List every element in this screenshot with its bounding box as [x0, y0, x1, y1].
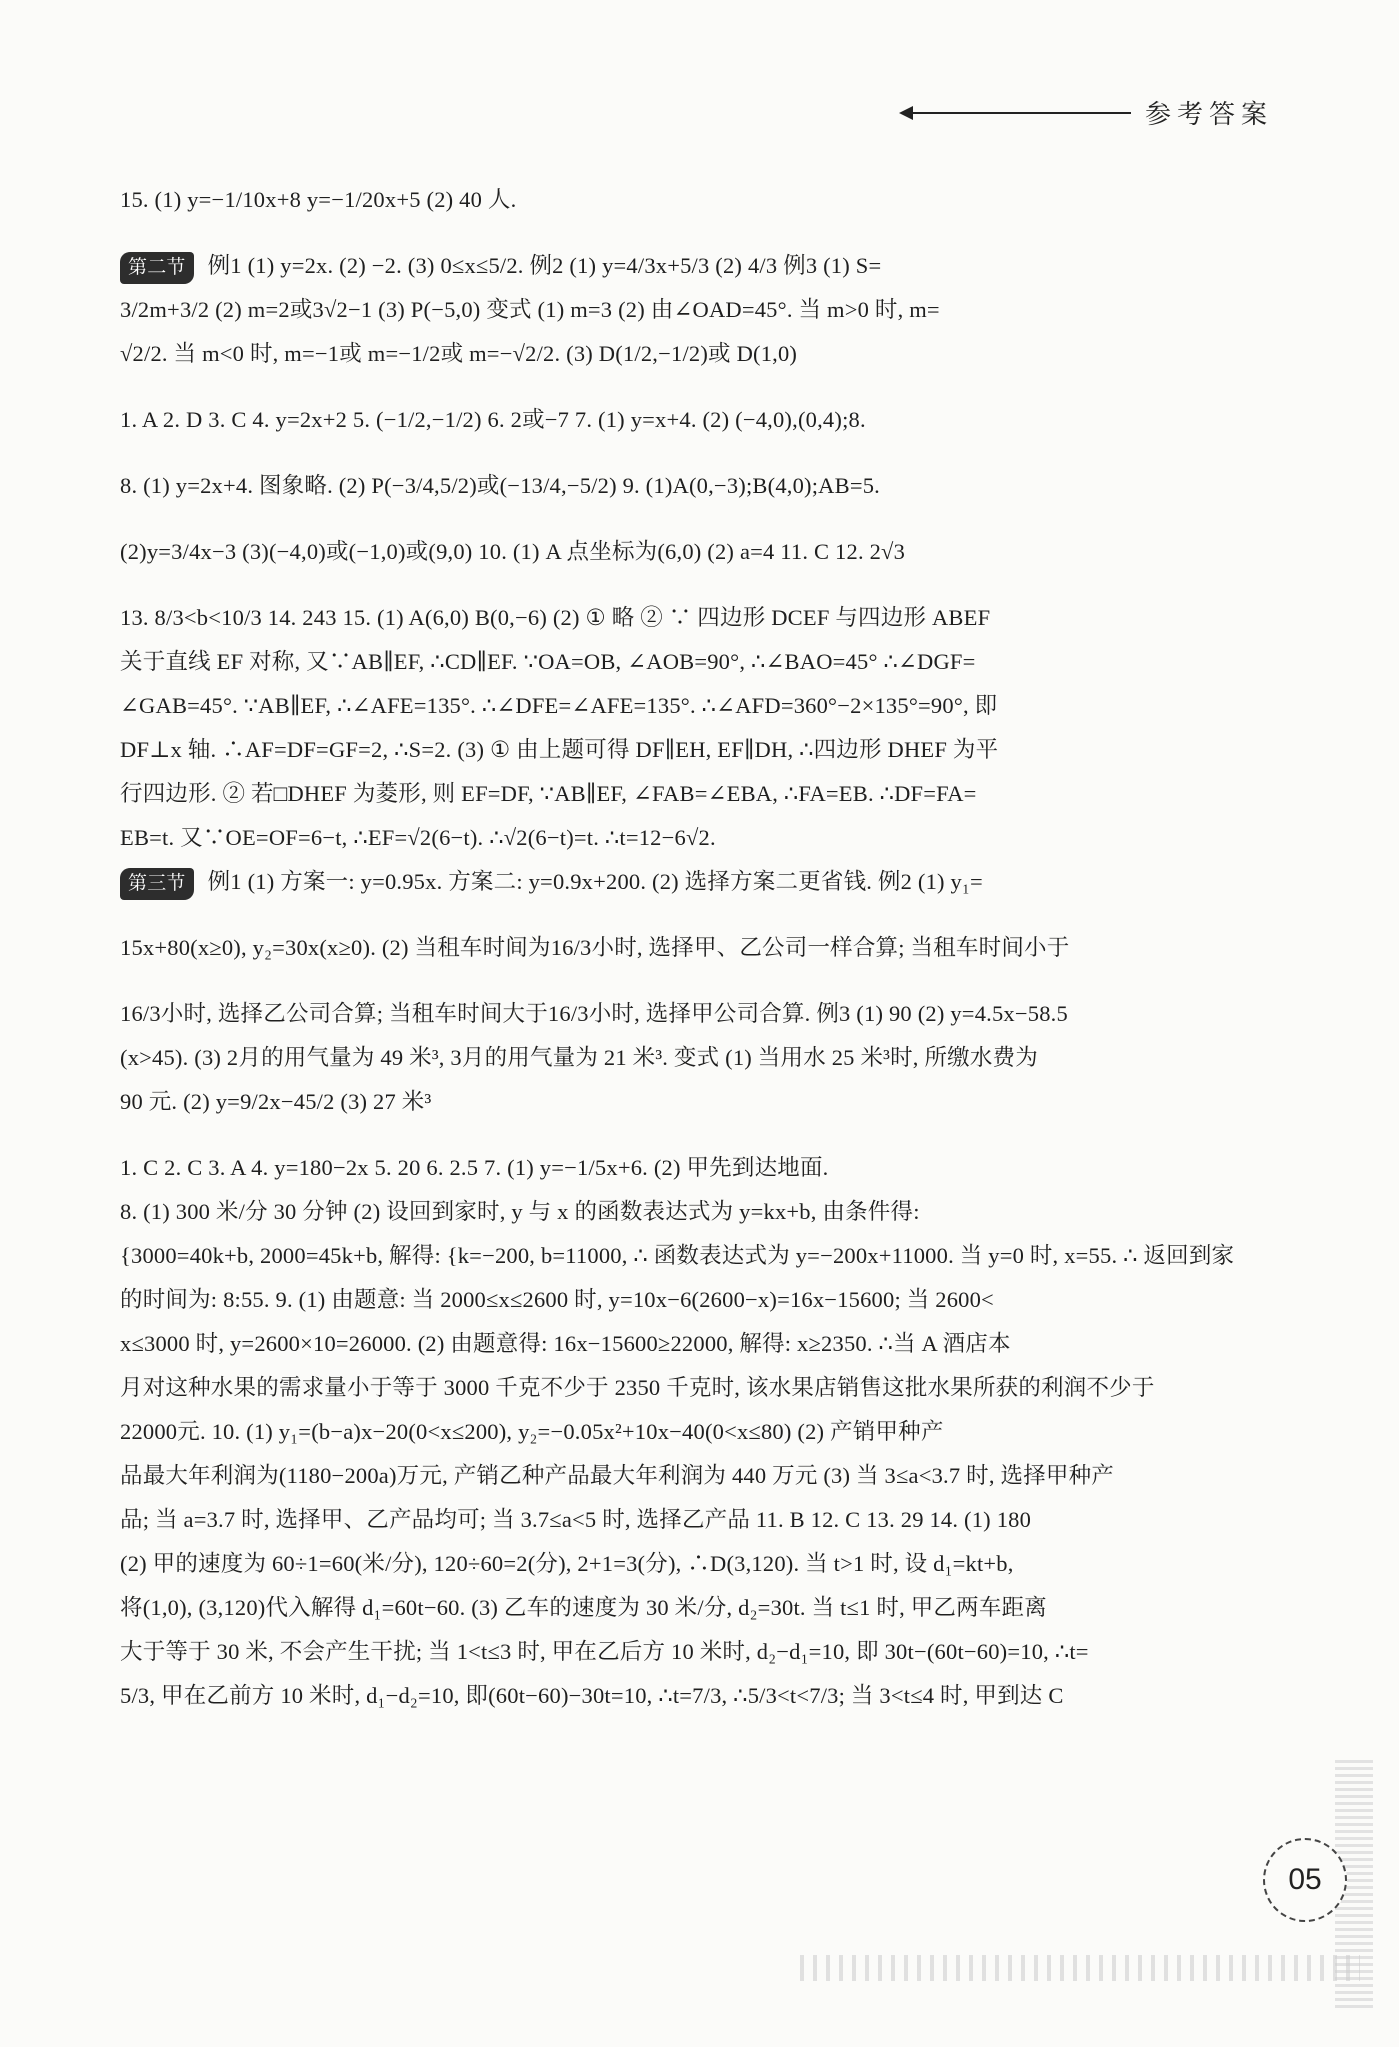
answer-line: x≤3000 时, y=2600×10=26000. (2) 由题意得: 16x−15600≥22000, 解得: x≥2350. ∴当 A 酒店本	[120, 1331, 1011, 1356]
answer-line: (x>45). (3) 2月的用气量为 49 米³, 3月的用气量为 21 米³. 变式 (1) 当用水 25 米³时, 所缴水费为	[120, 1045, 1038, 1070]
answer-line: 品; 当 a=3.7 时, 选择甲、乙产品均可; 当 3.7≤a<5 时, 选择乙产品 11. B 12. C 13. 29 14. (1) 180	[120, 1507, 1032, 1532]
answer-text: 例1 (1) 方案一: y=0.95x. 方案二: y=0.9x+200. (2) 选择方案二更省钱. 例2 (1) y₁=	[207, 869, 983, 894]
answer-content	[120, 178, 1280, 1718]
answer-line: 5/3, 甲在乙前方 10 米时, d₁−d₂=10, 即(60t−60)−30t=10, ∴t=7/3, ∴5/3<t<7/3; 当 3<t≤4 时, 甲到达 C	[120, 1683, 1064, 1708]
answer-line: 8. (1) 300 米/分 30 分钟 (2) 设回到家时, y 与 x 的函数表达式为 y=kx+b, 由条件得:	[120, 1199, 920, 1224]
answer-line: 行四边形. ② 若□DHEF 为菱形, 则 EF=DF, ∵AB∥EF, ∠FAB=∠EBA, ∴FA=EB. ∴DF=FA=	[120, 781, 977, 806]
answer-line: 1. A 2. D 3. C 4. y=2x+2 5. (−1/2,−1/2) 6. 2或−7 7. (1) y=x+4. (2) (−4,0),(0,4);8.	[120, 407, 866, 432]
answer-line: 22000元. 10. (1) y₁=(b−a)x−20(0<x≤200), y₂=−0.05x²+10x−40(0<x≤80) (2) 产销甲种产	[120, 1419, 944, 1444]
answer-line: 品最大年利润为(1180−200a)万元, 产销乙种产品最大年利润为 440 万元 (3) 当 3≤a<3.7 时, 选择甲种产	[120, 1463, 1115, 1488]
answer-line: 3/2m+3/2 (2) m=2或3√2−1 (3) P(−5,0) 变式 (1) m=3 (2) 由∠OAD=45°. 当 m>0 时, m=	[120, 297, 940, 322]
answer-line: 的时间为: 8:55. 9. (1) 由题意: 当 2000≤x≤2600 时, y=10x−6(2600−x)=16x−15600; 当 2600<	[120, 1287, 994, 1312]
answer-line: 8. (1) y=2x+4. 图象略. (2) P(−3/4,5/2)或(−13/4,−5/2) 9. (1)A(0,−3);B(4,0);AB=5.	[120, 473, 881, 498]
answer-line: (2)y=3/4x−3 (3)(−4,0)或(−1,0)或(9,0) 10. (1) A 点坐标为(6,0) (2) a=4 11. C 12. 2√3	[120, 539, 906, 564]
answer-line: √2/2. 当 m<0 时, m=−1或 m=−1/2或 m=−√2/2. (3) D(1/2,−1/2)或 D(1,0)	[120, 341, 798, 366]
answer-line: EB=t. 又∵OE=OF=6−t, ∴EF=√2(6−t). ∴√2(6−t)=t. ∴t=12−6√2.	[120, 825, 716, 850]
answer-line	[120, 244, 1280, 288]
answer-line: 16/3小时, 选择乙公司合算; 当租车时间大于16/3小时, 选择甲公司合算. 例3 (1) 90 (2) y=4.5x−58.5	[120, 1001, 1068, 1026]
section-badge: 第二节	[120, 252, 194, 284]
answer-line: 90 元. (2) y=9/2x−45/2 (3) 27 米³	[120, 1089, 432, 1114]
answer-line: (2) 甲的速度为 60÷1=60(米/分), 120÷60=2(分), 2+1=3(分), ∴D(3,120). 当 t>1 时, 设 d₁=kt+b,	[120, 1551, 1014, 1576]
answer-line: 13. 8/3<b<10/3 14. 243 15. (1) A(6,0) B(0,−6) (2) ① 略 ② ∵ 四边形 DCEF 与四边形 ABEF	[120, 605, 991, 630]
answer-line: 15. (1) y=−1/10x+8 y=−1/20x+5 (2) 40 人.	[120, 187, 517, 212]
answer-line: 将(1,0), (3,120)代入解得 d₁=60t−60. (3) 乙车的速度为 30 米/分, d₂=30t. 当 t≤1 时, 甲乙两车距离	[120, 1595, 1047, 1620]
answer-line: 关于直线 EF 对称, 又∵AB∥EF, ∴CD∥EF. ∵OA=OB, ∠AOB=90°, ∴∠BAO=45° ∴∠DGF=	[120, 649, 976, 674]
answer-line: ∠GAB=45°. ∵AB∥EF, ∴∠AFE=135°. ∴∠DFE=∠AFE=135°. ∴∠AFD=360°−2×135°=90°, 即	[120, 693, 998, 718]
page-bottom-decoration	[800, 1955, 1360, 1981]
section-badge: 第三节	[120, 868, 194, 900]
answer-line: DF⊥x 轴. ∴AF=DF=GF=2, ∴S=2. (3) ① 由上题可得 DF∥EH, EF∥DH, ∴四边形 DHEF 为平	[120, 737, 999, 762]
header-title: 参考答案	[1144, 99, 1273, 129]
answer-line: 大于等于 30 米, 不会产生干扰; 当 1<t≤3 时, 甲在乙后方 10 米时, d₂−d₁=10, 即 30t−(60t−60)=10, ∴t=	[120, 1639, 1089, 1664]
answer-text: 例1 (1) y=2x. (2) −2. (3) 0≤x≤5/2. 例2 (1) y=4/3x+5/3 (2) 4/3 例3 (1) S=	[207, 253, 882, 278]
answer-line: 1. C 2. C 3. A 4. y=180−2x 5. 20 6. 2.5 7. (1) y=−1/5x+6. (2) 甲先到达地面.	[120, 1155, 829, 1180]
arrow-left-icon	[901, 112, 1131, 114]
answer-line: 月对这种水果的需求量小于等于 3000 千克不少于 2350 千克时, 该水果店销售这批水果所获的利润不少于	[120, 1375, 1155, 1400]
answer-line: 15x+80(x≥0), y₂=30x(x≥0). (2) 当租车时间为16/3小时, 选择甲、乙公司一样合算; 当租车时间小于	[120, 935, 1070, 960]
answer-line	[120, 860, 1280, 904]
page-header	[901, 94, 1273, 131]
page-number: 05	[1263, 1838, 1347, 1922]
answer-line: {3000=40k+b, 2000=45k+b, 解得: {k=−200, b=11000, ∴ 函数表达式为 y=−200x+11000. 当 y=0 时, x=55. ∴ 返回到家	[120, 1243, 1235, 1268]
